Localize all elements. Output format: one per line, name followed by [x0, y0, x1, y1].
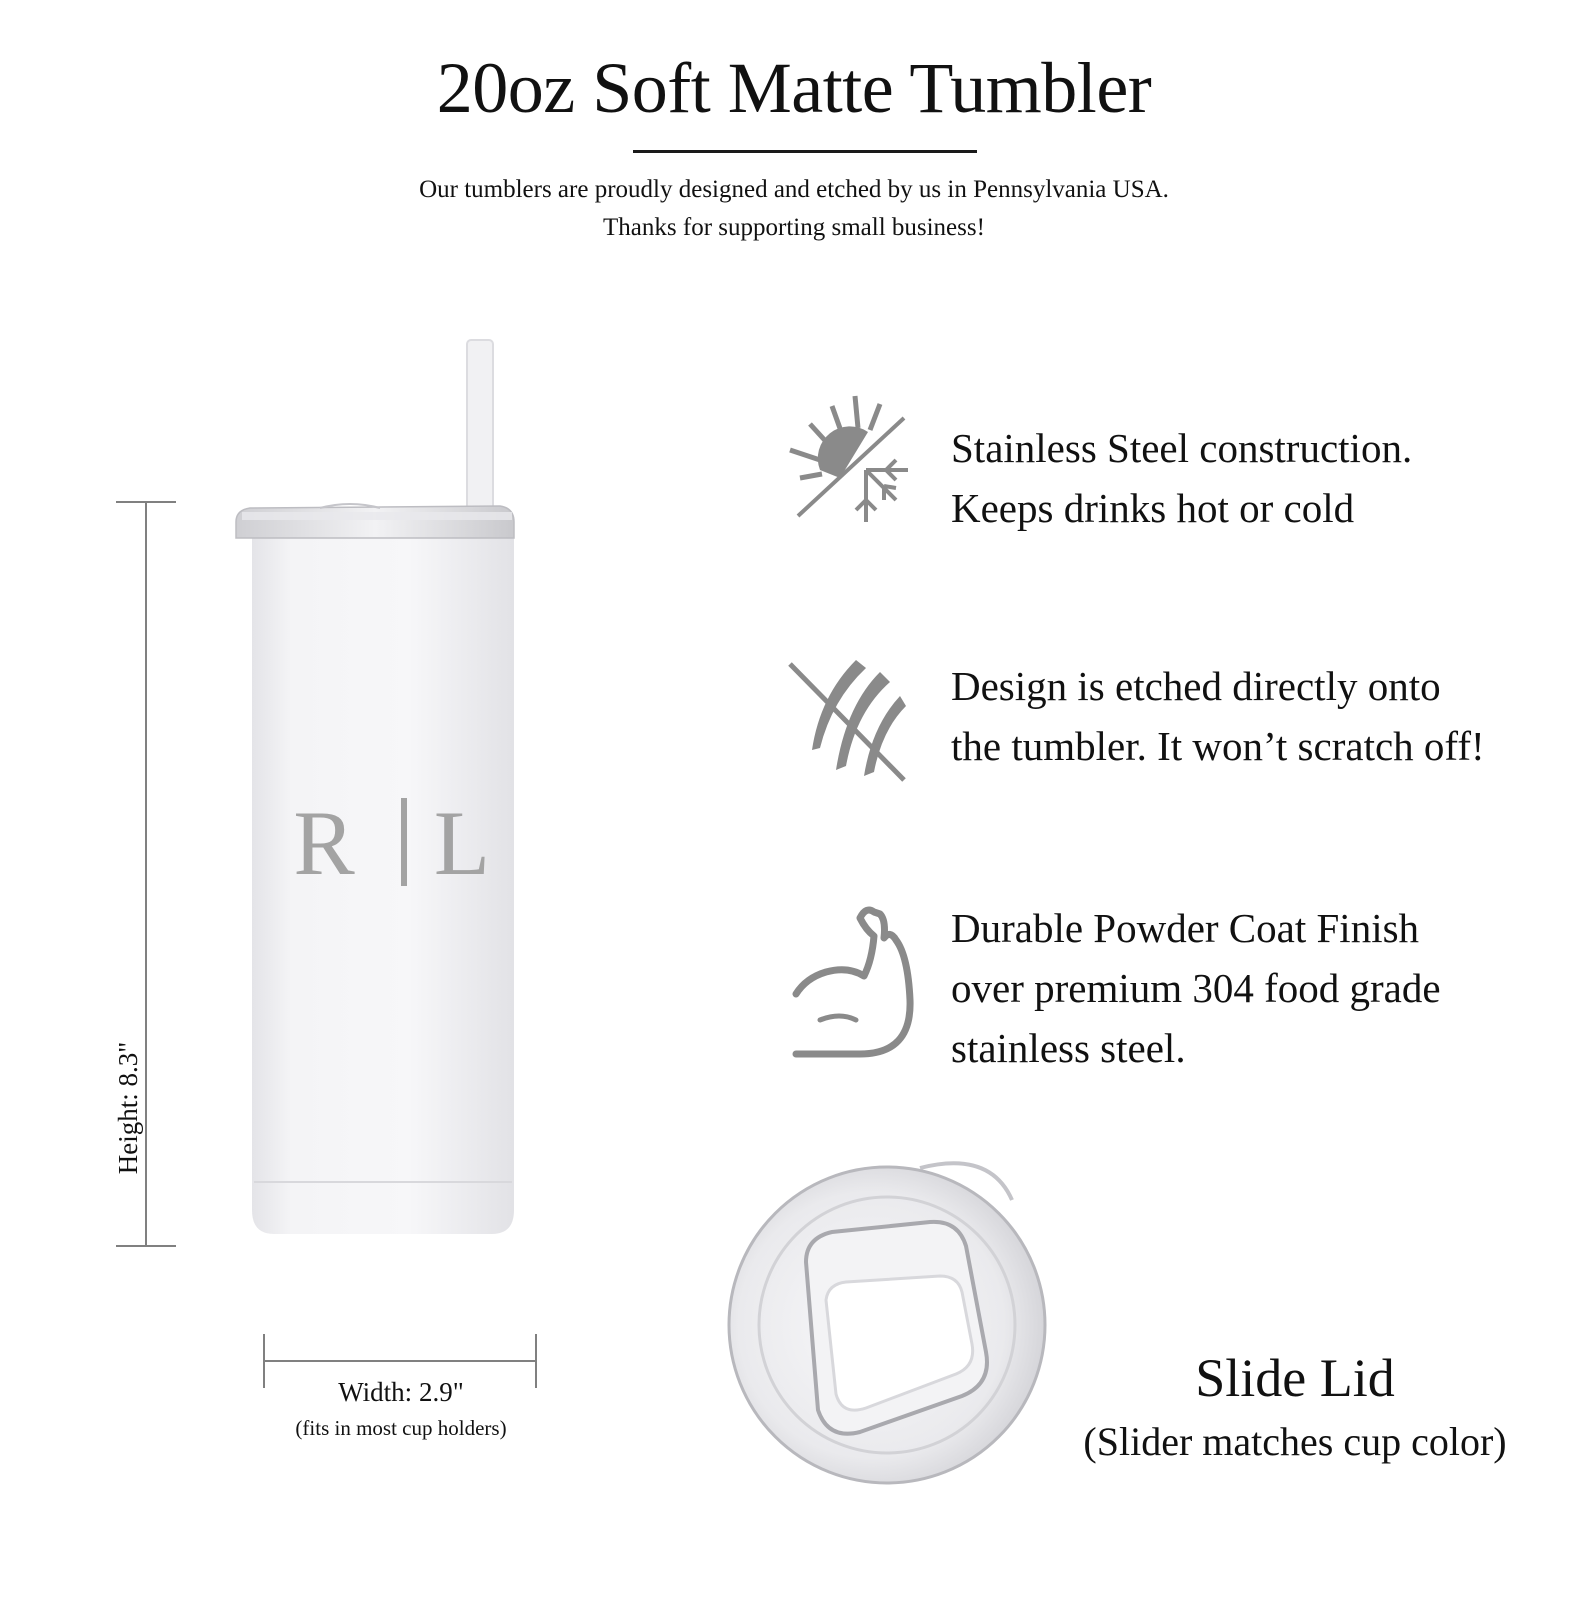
height-label-text: Height: 8.3" [113, 1041, 143, 1175]
feature-scratch-text [951, 656, 1485, 776]
lid-title: Slide Lid [1195, 1348, 1395, 1408]
title-divider [633, 150, 977, 153]
width-label: Width: 2.9" [338, 1377, 464, 1407]
feature-line: Durable Powder Coat Finish [951, 905, 1420, 951]
feature-line: stainless steel. [951, 1025, 1186, 1071]
page-title: 20oz Soft Matte Tumbler [436, 48, 1152, 128]
feature-line: over premium 304 food grade [951, 965, 1441, 1011]
feature-hot-cold-text [951, 418, 1412, 538]
width-note: (fits in most cup holders) [295, 1416, 507, 1440]
slide-lid-image [0, 0, 1, 1]
lid-subtitle: (Slider matches cup color) [1083, 1419, 1507, 1464]
feature-line: Keeps drinks hot or cold [951, 485, 1355, 531]
monogram-divider [401, 798, 407, 886]
feature-line: Design is etched directly onto [951, 663, 1441, 709]
feature-line: Stainless Steel construction. [951, 425, 1413, 471]
feature-line: the tumbler. It won’t scratch off! [951, 723, 1485, 769]
monogram-letter-r: R [293, 792, 355, 894]
subtitle-line-1: Our tumblers are proudly designed and etched by us in Pennsylvania USA. [419, 176, 1169, 203]
subtitle-line-2: Thanks for supporting small business! [603, 214, 985, 241]
subtitle [0, 171, 1588, 247]
feature-durable-text [951, 898, 1441, 1078]
monogram-letter-l: L [433, 792, 491, 894]
